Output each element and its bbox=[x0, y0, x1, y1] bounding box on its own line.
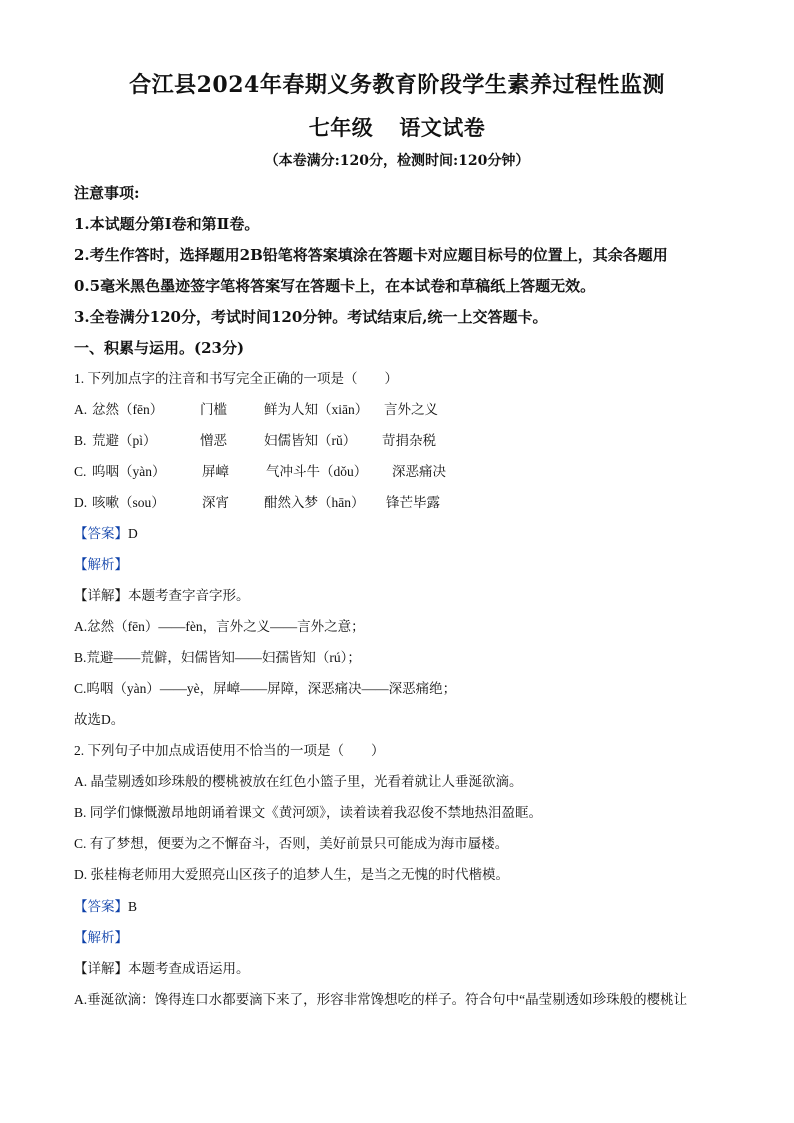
option-label: C. bbox=[74, 464, 87, 479]
option-cell: 忿然（fēn） bbox=[92, 402, 164, 417]
detail-text: 本题考查成语运用。 bbox=[128, 961, 250, 976]
detail-tag: 【详解】 bbox=[74, 588, 128, 603]
option-label: B. bbox=[74, 433, 87, 448]
answer-value: B bbox=[128, 899, 138, 914]
question-2-stem: 2. 下列句子中加点成语使用不恰当的一项是（ ） bbox=[74, 743, 385, 758]
q2-detail bbox=[74, 959, 734, 979]
analysis-tag: 【解析】 bbox=[74, 930, 128, 945]
q1-detail bbox=[74, 586, 734, 606]
note-2: 2.考生作答时，选择题用2B铅笔将答案填涂在答题卡对应题目标号的位置上，其余各题用 bbox=[74, 246, 668, 264]
option-cell: 门槛 bbox=[200, 402, 227, 417]
option-cell: 言外之义 bbox=[384, 402, 438, 417]
note-3: 3.全卷满分120分，考试时间120分钟。考试结束后,统一上交答题卡。 bbox=[74, 308, 548, 326]
answer-tag: 【答案】 bbox=[74, 899, 128, 914]
q1-explanation-b: B.荒避——荒僻，妇儒皆知——妇孺皆知（rú）； bbox=[74, 650, 361, 665]
exam-subtitle: （本卷满分:120分，检测时间:120分钟） bbox=[264, 153, 530, 169]
option-cell: 憎恶 bbox=[200, 433, 227, 448]
option-cell: 苛捐杂税 bbox=[382, 433, 436, 448]
note-2-continued: 0.5毫米黑色墨迹签字笔将答案写在答题卡上，在本试卷和草稿纸上答题无效。 bbox=[74, 277, 596, 295]
option-cell: 屏嶂 bbox=[202, 464, 229, 479]
q1-conclusion: 故选D。 bbox=[74, 712, 125, 727]
answer-tag: 【答案】 bbox=[74, 526, 128, 541]
option-cell: 锋芒毕露 bbox=[386, 495, 440, 510]
note-1: 1.本试题分第Ⅰ卷和第Ⅱ卷。 bbox=[74, 215, 260, 233]
detail-tag: 【详解】 bbox=[74, 961, 128, 976]
analysis-tag: 【解析】 bbox=[74, 557, 128, 572]
subject-label: 语文试卷 bbox=[399, 115, 486, 140]
exam-title: 合江县2024年春期义务教育阶段学生素养过程性监测 bbox=[129, 72, 665, 98]
q2-analysis-tag bbox=[74, 928, 734, 948]
answer-value: D bbox=[128, 526, 138, 541]
q2-option-c[interactable]: C. 有了梦想，便要为之不懈奋斗，否则，美好前景只可能成为海市蜃楼。 bbox=[74, 836, 509, 851]
q2-explanation-a: A.垂涎欲滴：馋得连口水都要滴下来了，形容非常馋想吃的样子。符合句中“晶莹剔透如珍珠般的樱桃让 bbox=[74, 992, 688, 1007]
q1-explanation-a: A.忿然（fēn）——fèn，言外之义——言外之意； bbox=[74, 619, 365, 634]
option-cell: 呜咽（yàn） bbox=[92, 464, 166, 479]
q2-answer bbox=[74, 897, 734, 917]
option-cell: 酣然入梦（hān） bbox=[264, 495, 365, 510]
detail-text: 本题考查字音字形。 bbox=[128, 588, 250, 603]
section-1-heading: 一、积累与运用。(23分) bbox=[74, 339, 245, 357]
q2-option-b[interactable]: B. 同学们慷慨激昂地朗诵着课文《黄河颂》，读着读着我忍俊不禁地热泪盈眶。 bbox=[74, 805, 543, 820]
q2-option-d[interactable]: D. 张桂梅老师用大爱照亮山区孩子的追梦人生，是当之无愧的时代楷模。 bbox=[74, 867, 509, 882]
option-cell: 妇儒皆知（rǔ） bbox=[264, 433, 357, 448]
option-cell: 气冲斗牛（dǒu） bbox=[266, 464, 368, 479]
q1-answer bbox=[74, 524, 734, 544]
option-cell: 咳嗽（sou） bbox=[92, 495, 165, 510]
option-cell: 深宵 bbox=[202, 495, 229, 510]
grade-subject-line bbox=[0, 112, 794, 142]
q1-analysis-tag bbox=[74, 555, 734, 575]
option-cell: 鲜为人知（xiān） bbox=[264, 402, 369, 417]
option-cell: 深恶痛决 bbox=[392, 464, 446, 479]
notes-heading: 注意事项: bbox=[74, 184, 140, 202]
grade-label: 七年级 bbox=[308, 115, 374, 140]
option-label: A. bbox=[74, 402, 88, 417]
question-1-stem: 1. 下列加点字的注音和书写完全正确的一项是（ ） bbox=[74, 371, 398, 386]
option-label: D. bbox=[74, 495, 88, 510]
q1-explanation-c: C.呜咽（yàn）——yè，屏嶂——屏障，深恶痛决——深恶痛绝； bbox=[74, 681, 457, 696]
q2-option-a[interactable]: A. 晶莹剔透如珍珠般的樱桃被放在红色小篮子里，光看着就让人垂涎欲滴。 bbox=[74, 774, 523, 789]
option-cell: 荒避（pì） bbox=[92, 433, 157, 448]
